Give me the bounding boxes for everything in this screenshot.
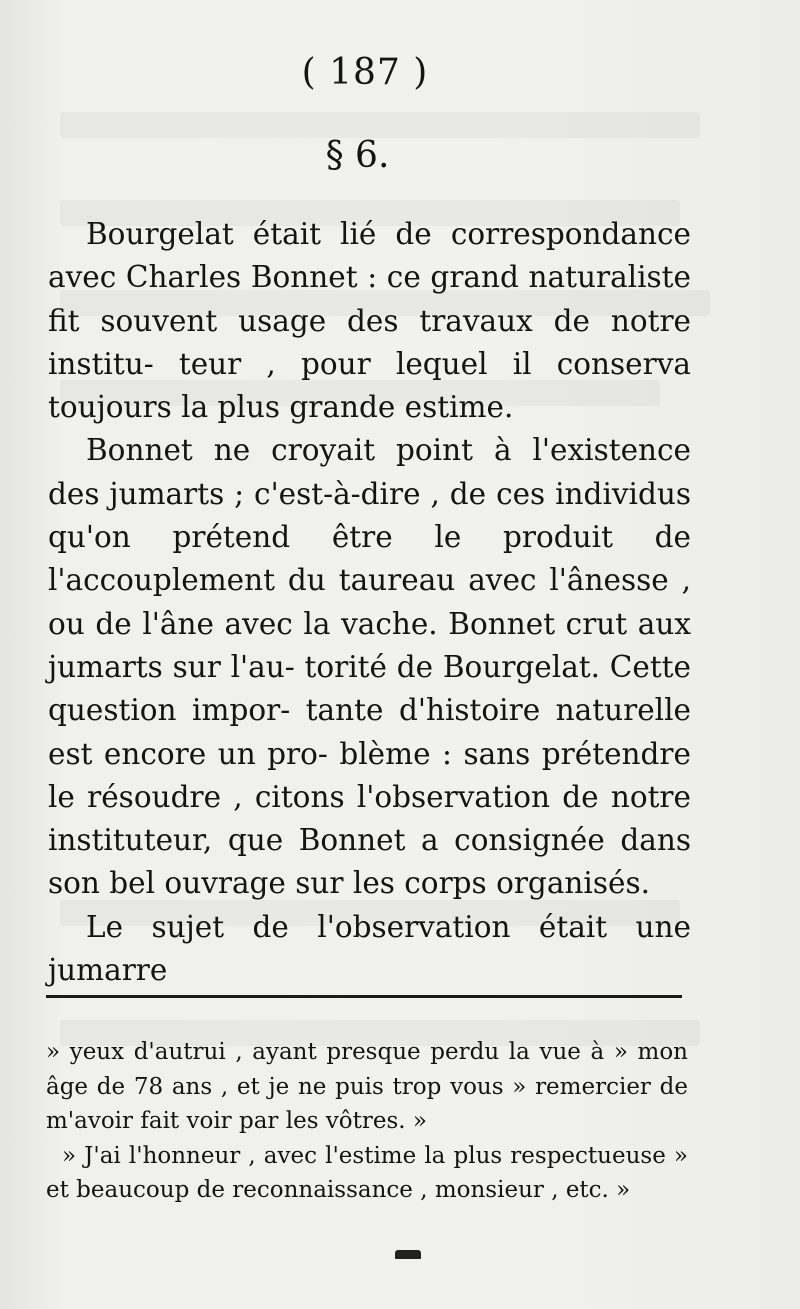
- paragraph: Bonnet ne croyait point à l'existence des jumarts ; c'est-à-dire , de ces individus qu'on prétend être le produit de l'accouplement du taureau avec l'ânesse , ou de l'âne avec la vache. Bonnet crut aux jumarts sur l'au- torité de Bourgelat. Cette question impor- tante d'histoire naturelle est encore un pro- blème : sans prétendre le résoudre , citons l'observation de notre instituteur, que Bonnet a consignée dans son bel ouvrage sur les corps organisés.: [48, 433, 691, 901]
- main-text: [48, 213, 691, 992]
- footnote-divider: [46, 995, 682, 998]
- ornament-mark: [395, 1250, 421, 1259]
- paragraph: Bourgelat était lié de correspondance avec Charles Bonnet : ce grand naturaliste fit souvent usage des travaux de notre institu- teur , pour lequel il conserva toujours la plus grande estime.: [48, 217, 691, 425]
- page-number: ( 187 ): [301, 52, 429, 93]
- paragraph: Le sujet de l'observation était une jumarre: [48, 909, 691, 988]
- footnote: [46, 1035, 688, 1208]
- footnote-paragraph: » yeux d'autrui , ayant presque perdu la vue à » mon âge de 78 ans , et je ne puis trop vous » remercier de m'avoir fait voir par les vôtres. »: [46, 1039, 688, 1134]
- footnote-paragraph: » J'ai l'honneur , avec l'estime la plus respectueuse » et beaucoup de reconnaissance , monsieur , etc. »: [46, 1142, 688, 1203]
- section-heading: § 6.: [325, 135, 390, 176]
